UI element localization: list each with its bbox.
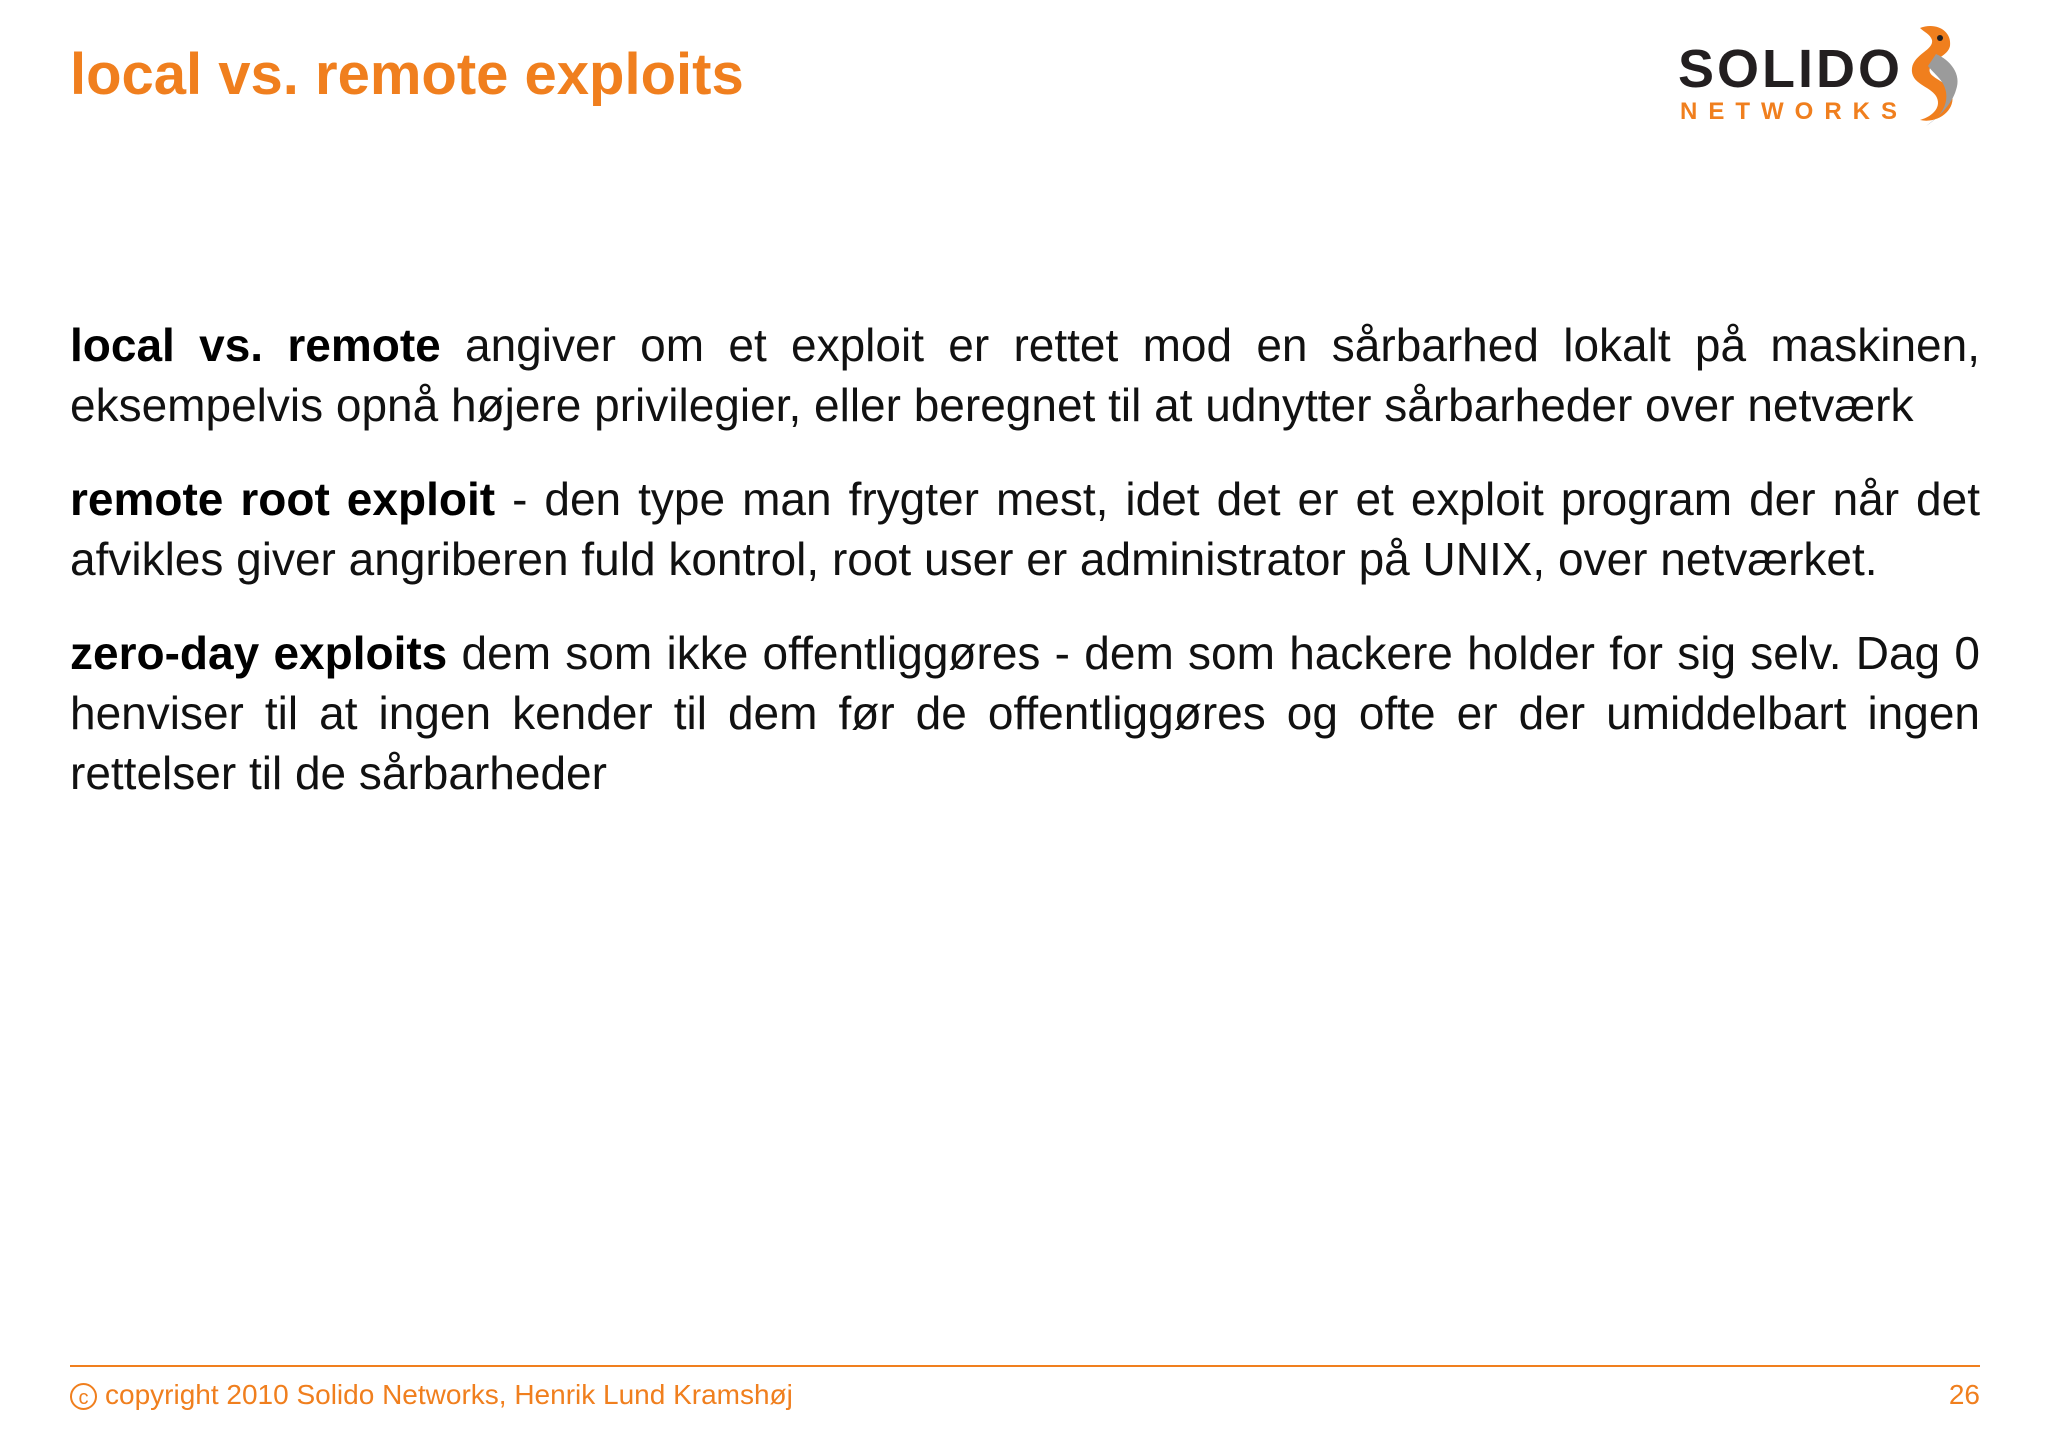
copyright-text: copyright 2010 Solido Networks, Henrik Lund Kramshøj bbox=[105, 1379, 793, 1410]
solido-networks-logo bbox=[1675, 20, 1975, 135]
footer-copyright bbox=[70, 1377, 793, 1413]
paragraph-remote-root-exploit bbox=[70, 469, 1980, 589]
term-remote-root-exploit: remote root exploit bbox=[70, 473, 496, 525]
paragraph-local-vs-remote bbox=[70, 315, 1980, 435]
slide-title: local vs. remote exploits bbox=[70, 42, 744, 107]
definition-local-vs-remote: angiver om et exploit er rettet mod en sårbarhed lokalt på maskinen, eksempelvis opnå højere privilegier, eller beregnet til at udnytter sårbarheder over netværk bbox=[70, 319, 1980, 431]
paragraph-zero-day-exploits bbox=[70, 623, 1980, 803]
copyright-icon: c bbox=[70, 1383, 97, 1410]
definition-zero-day-exploits: dem som ikke offentliggøres - dem som hackere holder for sig selv. Dag 0 henviser til at ingen kender til dem før de offentliggøres og ofte er der umiddelbart ingen rettelser til de sårbarheder bbox=[70, 627, 1980, 799]
logo-subtitle: NETWORKS bbox=[1680, 98, 1908, 125]
seahorse-icon bbox=[1890, 20, 1970, 135]
term-zero-day-exploits: zero-day exploits bbox=[70, 627, 448, 679]
logo-wordmark: SOLIDO bbox=[1678, 39, 1904, 99]
definition-remote-root-exploit: - den type man frygter mest, idet det er et exploit program der når det afvikles giver angriberen fuld kontrol, root user er administrator på UNIX, over netværket. bbox=[70, 473, 1981, 585]
footer-divider bbox=[70, 1365, 1980, 1367]
term-local-vs-remote: local vs. remote bbox=[70, 319, 441, 371]
page-number: 26 bbox=[1948, 1379, 1980, 1410]
slide-body bbox=[70, 315, 1980, 837]
